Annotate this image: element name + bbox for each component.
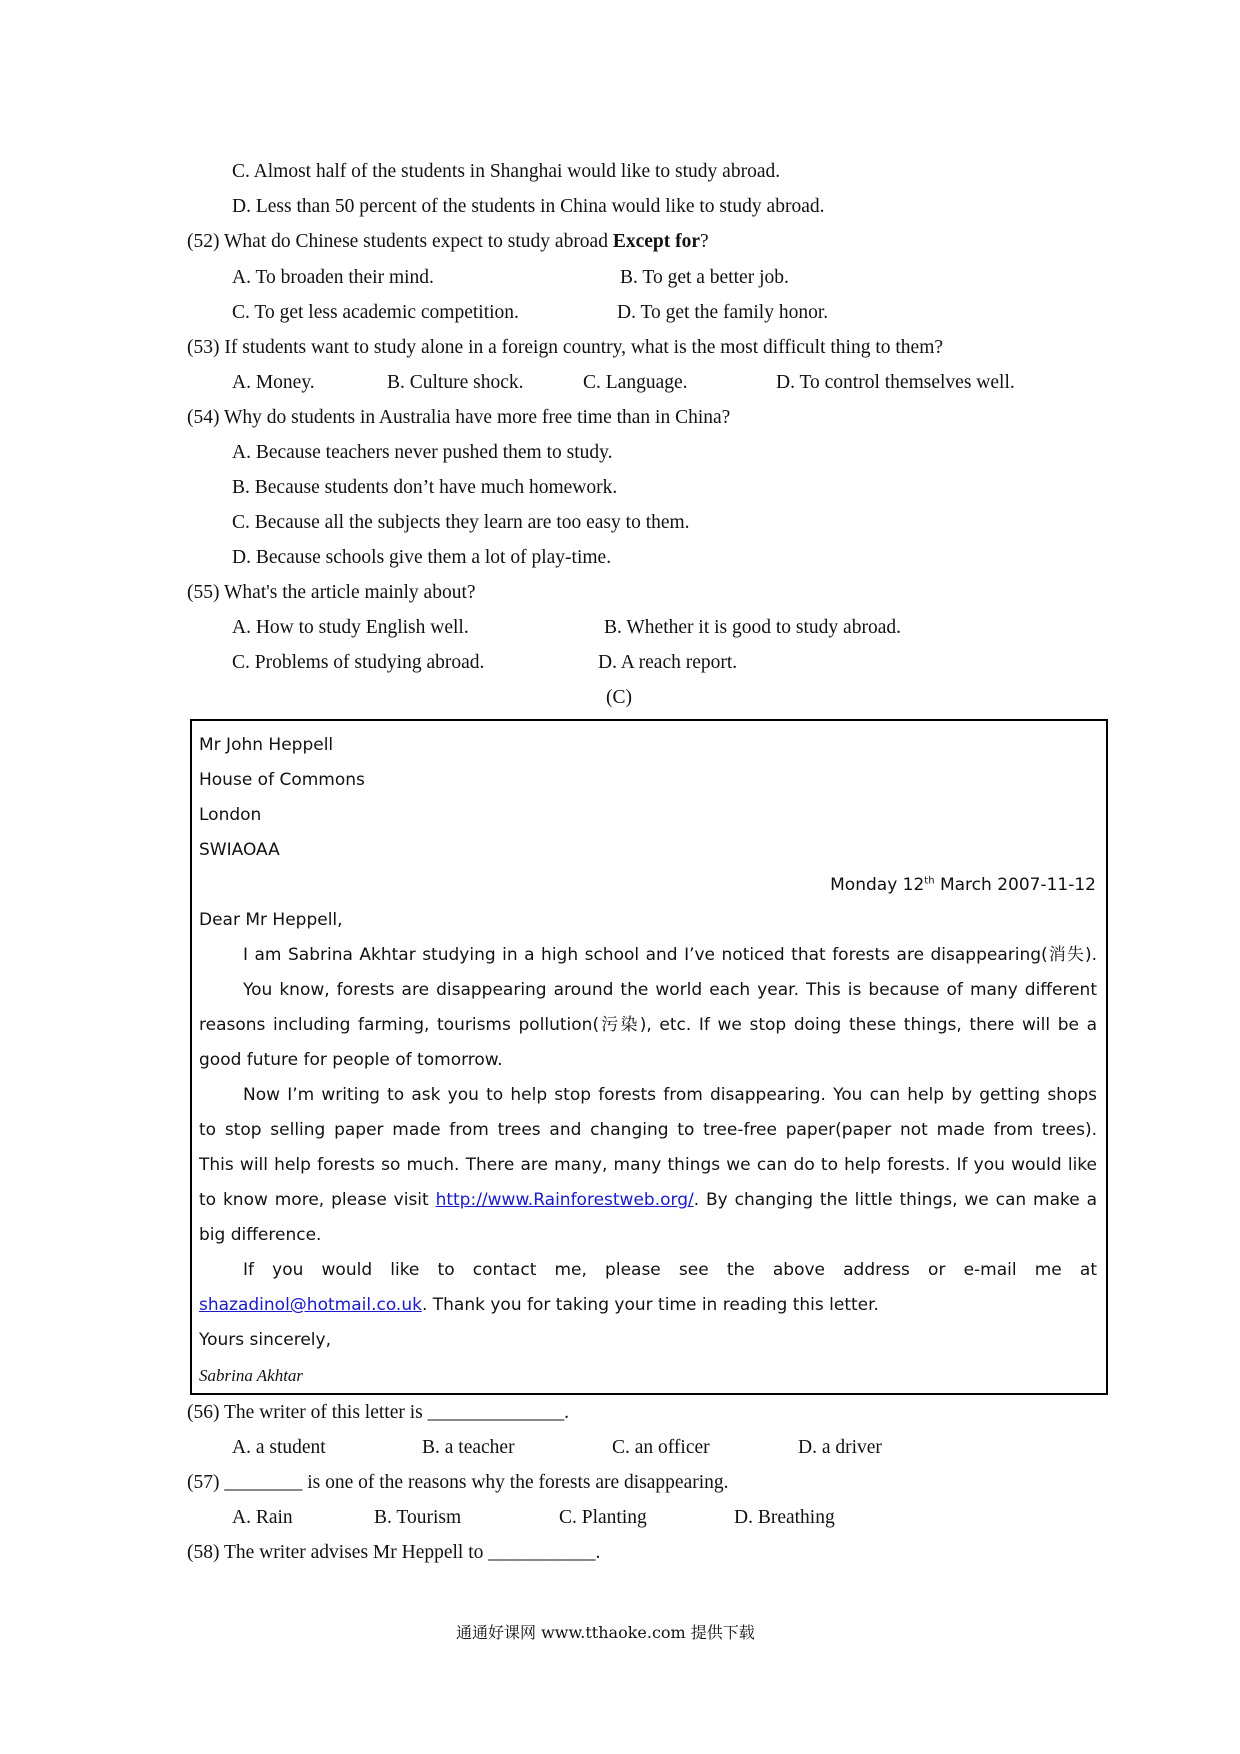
letter-paragraph-2-line: good future for people of tomorrow. (199, 1050, 503, 1070)
letter-paragraph-3-line: to stop selling paper made from trees and changing to tree-free paper(paper not made from trees). (199, 1120, 1097, 1140)
q55-option-d: D. A reach report. (598, 652, 738, 673)
section-label: (C) (606, 687, 632, 708)
letter-paragraph-4-line: If you would like to contact me, please see the above address or e-mail me at (243, 1260, 1097, 1280)
q54-option-a: A. Because teachers never pushed them to study. (232, 442, 613, 463)
letter-paragraph-3-line: big difference. (199, 1225, 322, 1245)
letter-salutation: Dear Mr Heppell, (199, 910, 343, 930)
q52-stem-end: ? (700, 231, 709, 252)
q55-option-c: C. Problems of studying abroad. (232, 652, 485, 673)
letter-thanks: . Thank you for taking your time in reading this letter. (421, 1295, 879, 1315)
q55-option-b: B. Whether it is good to study abroad. (604, 617, 901, 638)
letter-address-line: House of Commons (199, 770, 365, 790)
q53-option-b: B. Culture shock. (387, 372, 524, 393)
q56-option-b: B. a teacher (422, 1437, 515, 1458)
q53-stem: (53) If students want to study alone in a foreign country, what is the most difficult thing to them? (187, 337, 944, 358)
q53-option-d: D. To control themselves well. (776, 372, 1015, 393)
q54-option-d: D. Because schools give them a lot of play-time. (232, 547, 612, 568)
q52-option-a: A. To broaden their mind. (232, 267, 434, 288)
letter-date-day: Monday 12 (830, 875, 925, 895)
q54-option-c: C. Because all the subjects they learn are too easy to them. (232, 512, 690, 533)
q51-option-d: D. Less than 50 percent of the students in China would like to study abroad. (232, 196, 825, 217)
letter-paragraph-1: I am Sabrina Akhtar studying in a high school and I’ve noticed that forests are disappearing(消失). (243, 945, 1097, 965)
letter-signature: Sabrina Akhtar (199, 1366, 304, 1385)
q54-stem: (54) Why do students in Australia have more free time than in China? (187, 407, 731, 428)
q58-stem: (58) The writer advises Mr Heppell to ___________. (187, 1542, 601, 1563)
q57-option-a: A. Rain (232, 1507, 293, 1528)
letter-date-suffix: th (924, 875, 935, 887)
q52-option-c: C. To get less academic competition. (232, 302, 519, 323)
letter-paragraph-2-line: reasons including farming, tourisms pollution(污染), etc. If we stop doing these things, there will be a (199, 1015, 1097, 1035)
letter-paragraph-3-line: This will help forests so much. There are many, many things we can do to help forests. If you would like (199, 1155, 1097, 1175)
letter-paragraph-3-line: Now I’m writing to ask you to help stop forests from disappearing. You can help by getting shops (243, 1085, 1097, 1105)
q56-stem: (56) The writer of this letter is ______________. (187, 1402, 569, 1423)
letter-address-line: SWIAOAA (199, 840, 280, 860)
q57-option-d: D. Breathing (734, 1507, 835, 1528)
q51-option-c: C. Almost half of the students in Shanghai would like to study abroad. (232, 161, 781, 182)
q56-option-c: C. an officer (612, 1437, 710, 1458)
page-footer: 通通好课网 www.tthaoke.com 提供下载 (456, 1623, 755, 1642)
letter-link-prefix: to know more, please visit (199, 1190, 436, 1210)
q52-option-b: B. To get a better job. (620, 267, 789, 288)
letter-date (830, 873, 1096, 897)
letter-address-line: Mr John Heppell (199, 735, 334, 755)
q57-option-c: C. Planting (559, 1507, 647, 1528)
q52-stem (187, 230, 709, 254)
website-link[interactable]: http://www.Rainforestweb.org/ (435, 1190, 694, 1210)
q56-option-a: A. a student (232, 1437, 326, 1458)
q57-stem: (57) ________ is one of the reasons why the forests are disappearing. (187, 1472, 729, 1493)
q52-stem-text: (52) What do Chinese students expect to study abroad (187, 231, 613, 252)
q52-stem-emphasis: Except for (612, 231, 701, 252)
q53-option-c: C. Language. (583, 372, 688, 393)
q55-option-a: A. How to study English well. (232, 617, 469, 638)
letter-date-rest: March 2007-11-12 (934, 875, 1096, 895)
q55-stem: (55) What's the article mainly about? (187, 582, 476, 603)
letter-address-line: London (199, 805, 262, 825)
letter-paragraph-2-line: You know, forests are disappearing around the world each year. This is because of many different (243, 980, 1097, 1000)
q57-option-b: B. Tourism (374, 1507, 462, 1528)
letter-paragraph-4-line (199, 1293, 879, 1317)
letter-link-suffix: . By changing the little things, we can make a (693, 1190, 1098, 1210)
letter-closing: Yours sincerely, (199, 1330, 331, 1350)
letter-paragraph-3-line (199, 1188, 1097, 1212)
letter-box (190, 719, 1108, 1395)
q56-option-d: D. a driver (798, 1437, 882, 1458)
q52-option-d: D. To get the family honor. (617, 302, 829, 323)
email-link[interactable]: shazadinol@hotmail.co.uk (199, 1295, 422, 1315)
q53-option-a: A. Money. (232, 372, 315, 393)
q54-option-b: B. Because students don’t have much homework. (232, 477, 618, 498)
